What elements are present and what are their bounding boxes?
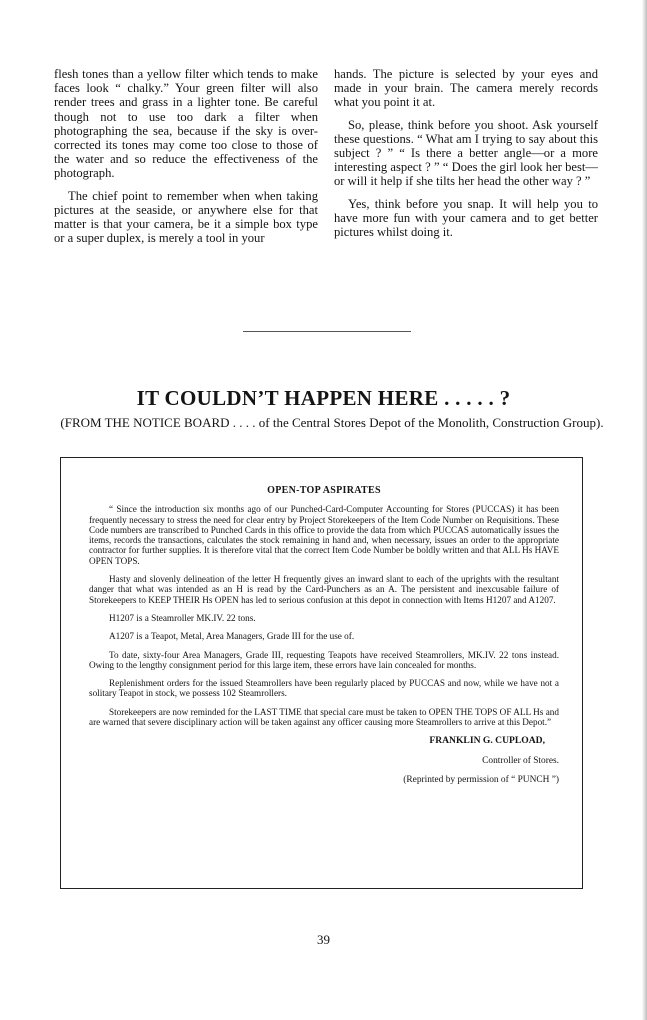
reprint-note: (Reprinted by permission of “ PUNCH ”)	[403, 775, 559, 786]
notice-paragraph: To date, sixty-four Area Managers, Grade III, requesting Teapots have received Steamrollers, MK.IV. 22 tons instead. Owing to the lengthy consignment period for this large item, these errors have lain concealed for months.	[89, 649, 559, 670]
notice-paragraph: Storekeepers are now reminded for the LAST TIME that special care must be taken to OPEN THE TOPS OF ALL Hs and are warned that severe disciplinary action will be taken against any officer causing more Steamrollers to arrive at this Depot.”	[89, 706, 559, 728]
notice-paragraph: “ Since the introduction six months ago of our Punched-Card-Computer Accounting for Stores (PUCCAS) it has been frequently necessary to stress the need for clear entry by Project Storekeepers of the Item Code Number on Requisitions. These Code numbers are transcribed to Punched Cards in this office to provide the data from which PUCCAS automatically issues the items, records the transactions, calculates the stock remaining in hand and, when necessary, issues an order to the appropriate contractor for further supplies. It is therefore vital that the correct Item Code Number be boldly written and that ALL Hs HAVE OPEN TOPS.	[89, 504, 559, 566]
article-left-column	[54, 67, 318, 253]
article-paragraph: flesh tones than a yellow filter which tends to make faces look “ chalky.” Your green filter will also render trees and grass in a lighter tone. Be careful though not to use too dark a filter when photographing the sea, because if the sky is over-corrected its tones may come too close to those of the water and so reduce the effectiveness of the photograph.	[54, 67, 318, 181]
article-paragraph: So, please, think before you shoot. Ask yourself these questions. “ What am I trying to say about this subject ? ” “ Is there a better angle—or a more interesting aspect ? ” “ Does the girl look her best—or will it help if she tilts her head the other way ? ”	[334, 117, 598, 189]
section-divider	[243, 331, 411, 332]
article-paragraph: hands. The picture is selected by your eyes and made in your brain. The camera merely records what you point it at.	[334, 67, 598, 110]
headline: IT COULDN’T HAPPEN HERE . . . . . ?	[136, 386, 511, 410]
notice-paragraph: Replenishment orders for the issued Steamrollers have been regularly placed by PUCCAS and now, while we have not a solitary Teapot in stock, we possess 102 Steamrollers.	[89, 678, 559, 699]
subheadline: (FROM THE NOTICE BOARD . . . . of the Central Stores Depot of the Monolith, Construction Group).	[60, 415, 604, 430]
notice-paragraph: H1207 is a Steamroller MK.IV. 22 tons.	[109, 612, 256, 623]
page-edge-shadow	[642, 0, 647, 1020]
page-number: 39	[317, 932, 330, 947]
notice-title: OPEN-TOP ASPIRATES	[267, 485, 381, 496]
notice-paragraph: A1207 is a Teapot, Metal, Area Managers, Grade III for the use of.	[109, 631, 355, 642]
notice-content	[89, 486, 559, 794]
notice-box	[60, 457, 583, 889]
article-paragraph: Yes, think before you snap. It will help you to have more fun with your camera and to get better pictures whilst doing it.	[334, 196, 598, 240]
signature-name: FRANKLIN G. CUPLOAD,	[429, 735, 545, 747]
article-paragraph: The chief point to remember when when taking pictures at the seaside, or anywhere else for that matter is that your camera, be it a simple box type or a super duplex, is merely a tool in your	[54, 188, 318, 246]
article-right-column	[334, 67, 598, 247]
notice-paragraph: Hasty and slovenly delineation of the letter H frequently gives an inward slant to each of the uprights with the resultant danger that what was intended as an H is read by the Card-Punchers as an A. The persistent and inexcusable failure of Storekeepers to KEEP THEIR Hs OPEN has led to serious confusion at this depot in connection with Items H1207 and A1207.	[89, 574, 559, 605]
signature-title: Controller of Stores.	[482, 756, 559, 767]
